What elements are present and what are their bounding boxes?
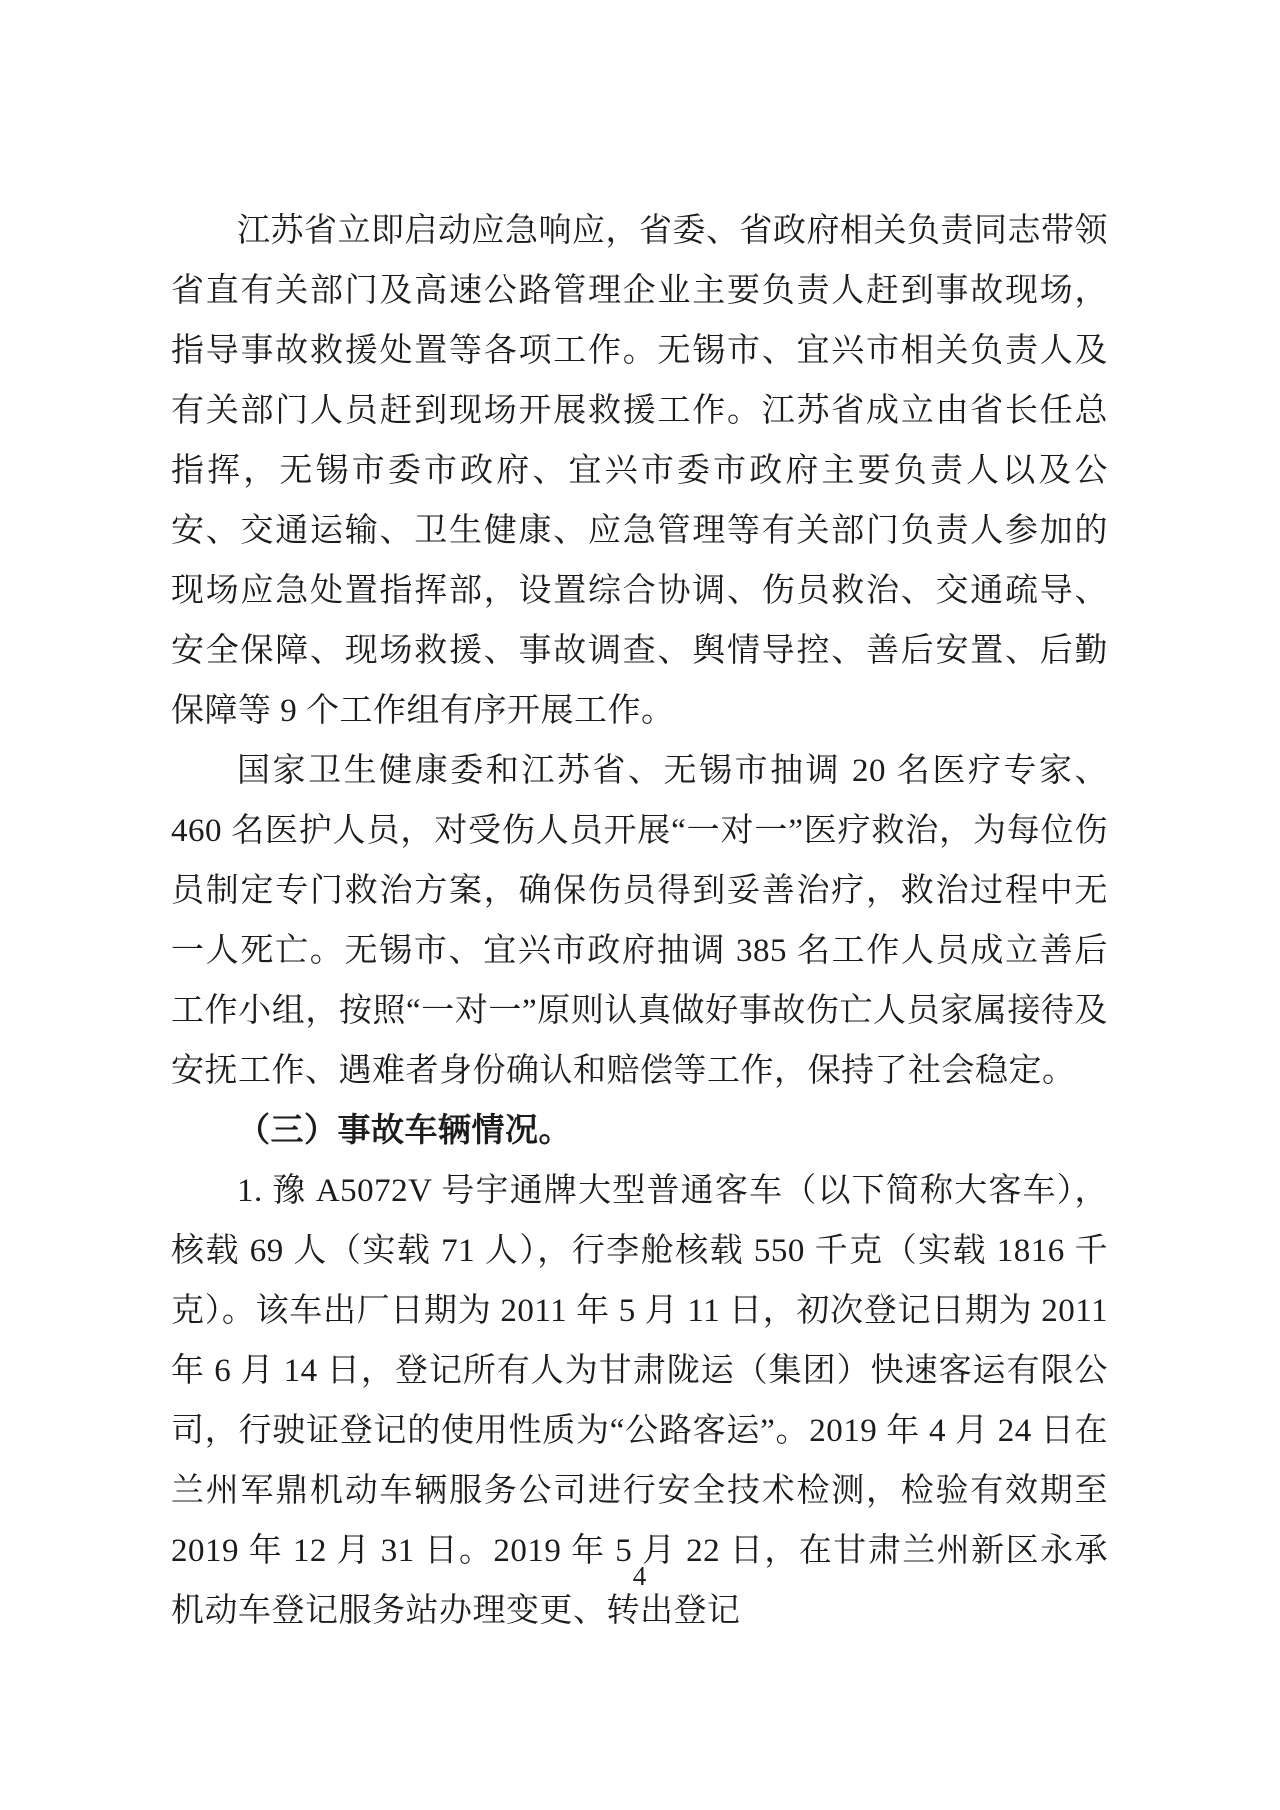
body-paragraph-emergency-response: 江苏省立即启动应急响应，省委、省政府相关负责同志带领省直有关部门及高速公路管理企业主要负责人赶到事故现场，指导事故救援处置等各项工作。无锡市、宜兴市相关负责人及有关部门人员赶到现场开展救援工作。江苏省成立由省长任总指挥，无锡市委市政府、宜兴市委市政府主要负责人以及公安、交通运输、卫生健康、应急管理等有关部门负责人参加的现场应急处置指挥部，设置综合协调、伤员救治、交通疏导、安全保障、现场救援、事故调查、舆情导控、善后安置、后勤保障等 9 个工作组有序开展工作。	[171, 213, 1108, 729]
document-body	[171, 201, 1108, 1641]
section-heading-vehicle-info: （三）事故车辆情况。	[237, 1113, 572, 1149]
body-paragraph-medical-rescue: 国家卫生健康委和江苏省、无锡市抽调 20 名医疗专家、460 名医护人员，对受伤人员开展“一对一”医疗救治，为每位伤员制定专门救治方案，确保伤员得到妥善治疗，救治过程中无一人死亡。无锡市、宜兴市政府抽调 385 名工作人员成立善后工作小组，按照“一对一”原则认真做好事故伤亡人员家属接待及安抚工作、遇难者身份确认和赔偿等工作，保持了社会稳定。	[171, 753, 1108, 1089]
body-paragraph-bus-details: 1. 豫 A5072V 号宇通牌大型普通客车（以下简称大客车），核载 69 人（实载 71 人），行李舱核载 550 千克（实载 1816 千克）。该车出厂日期为 2011 年 5 月 11 日，初次登记日期为 2011 年 6 月 14 日，登记所有人为甘肃陇运（集团）快速客运有限公司，行驶证登记的使用性质为“公路客运”。2019 年 4 月 24 日在兰州军鼎机动车辆服务公司进行安全技术检测，检验有效期至 2019 年 12 月 31 日。2019 年 5 月 22 日，在甘肃兰州新区永承机动车登记服务站办理变更、转出登记	[171, 1173, 1108, 1629]
page-number: 4	[632, 1561, 647, 1591]
